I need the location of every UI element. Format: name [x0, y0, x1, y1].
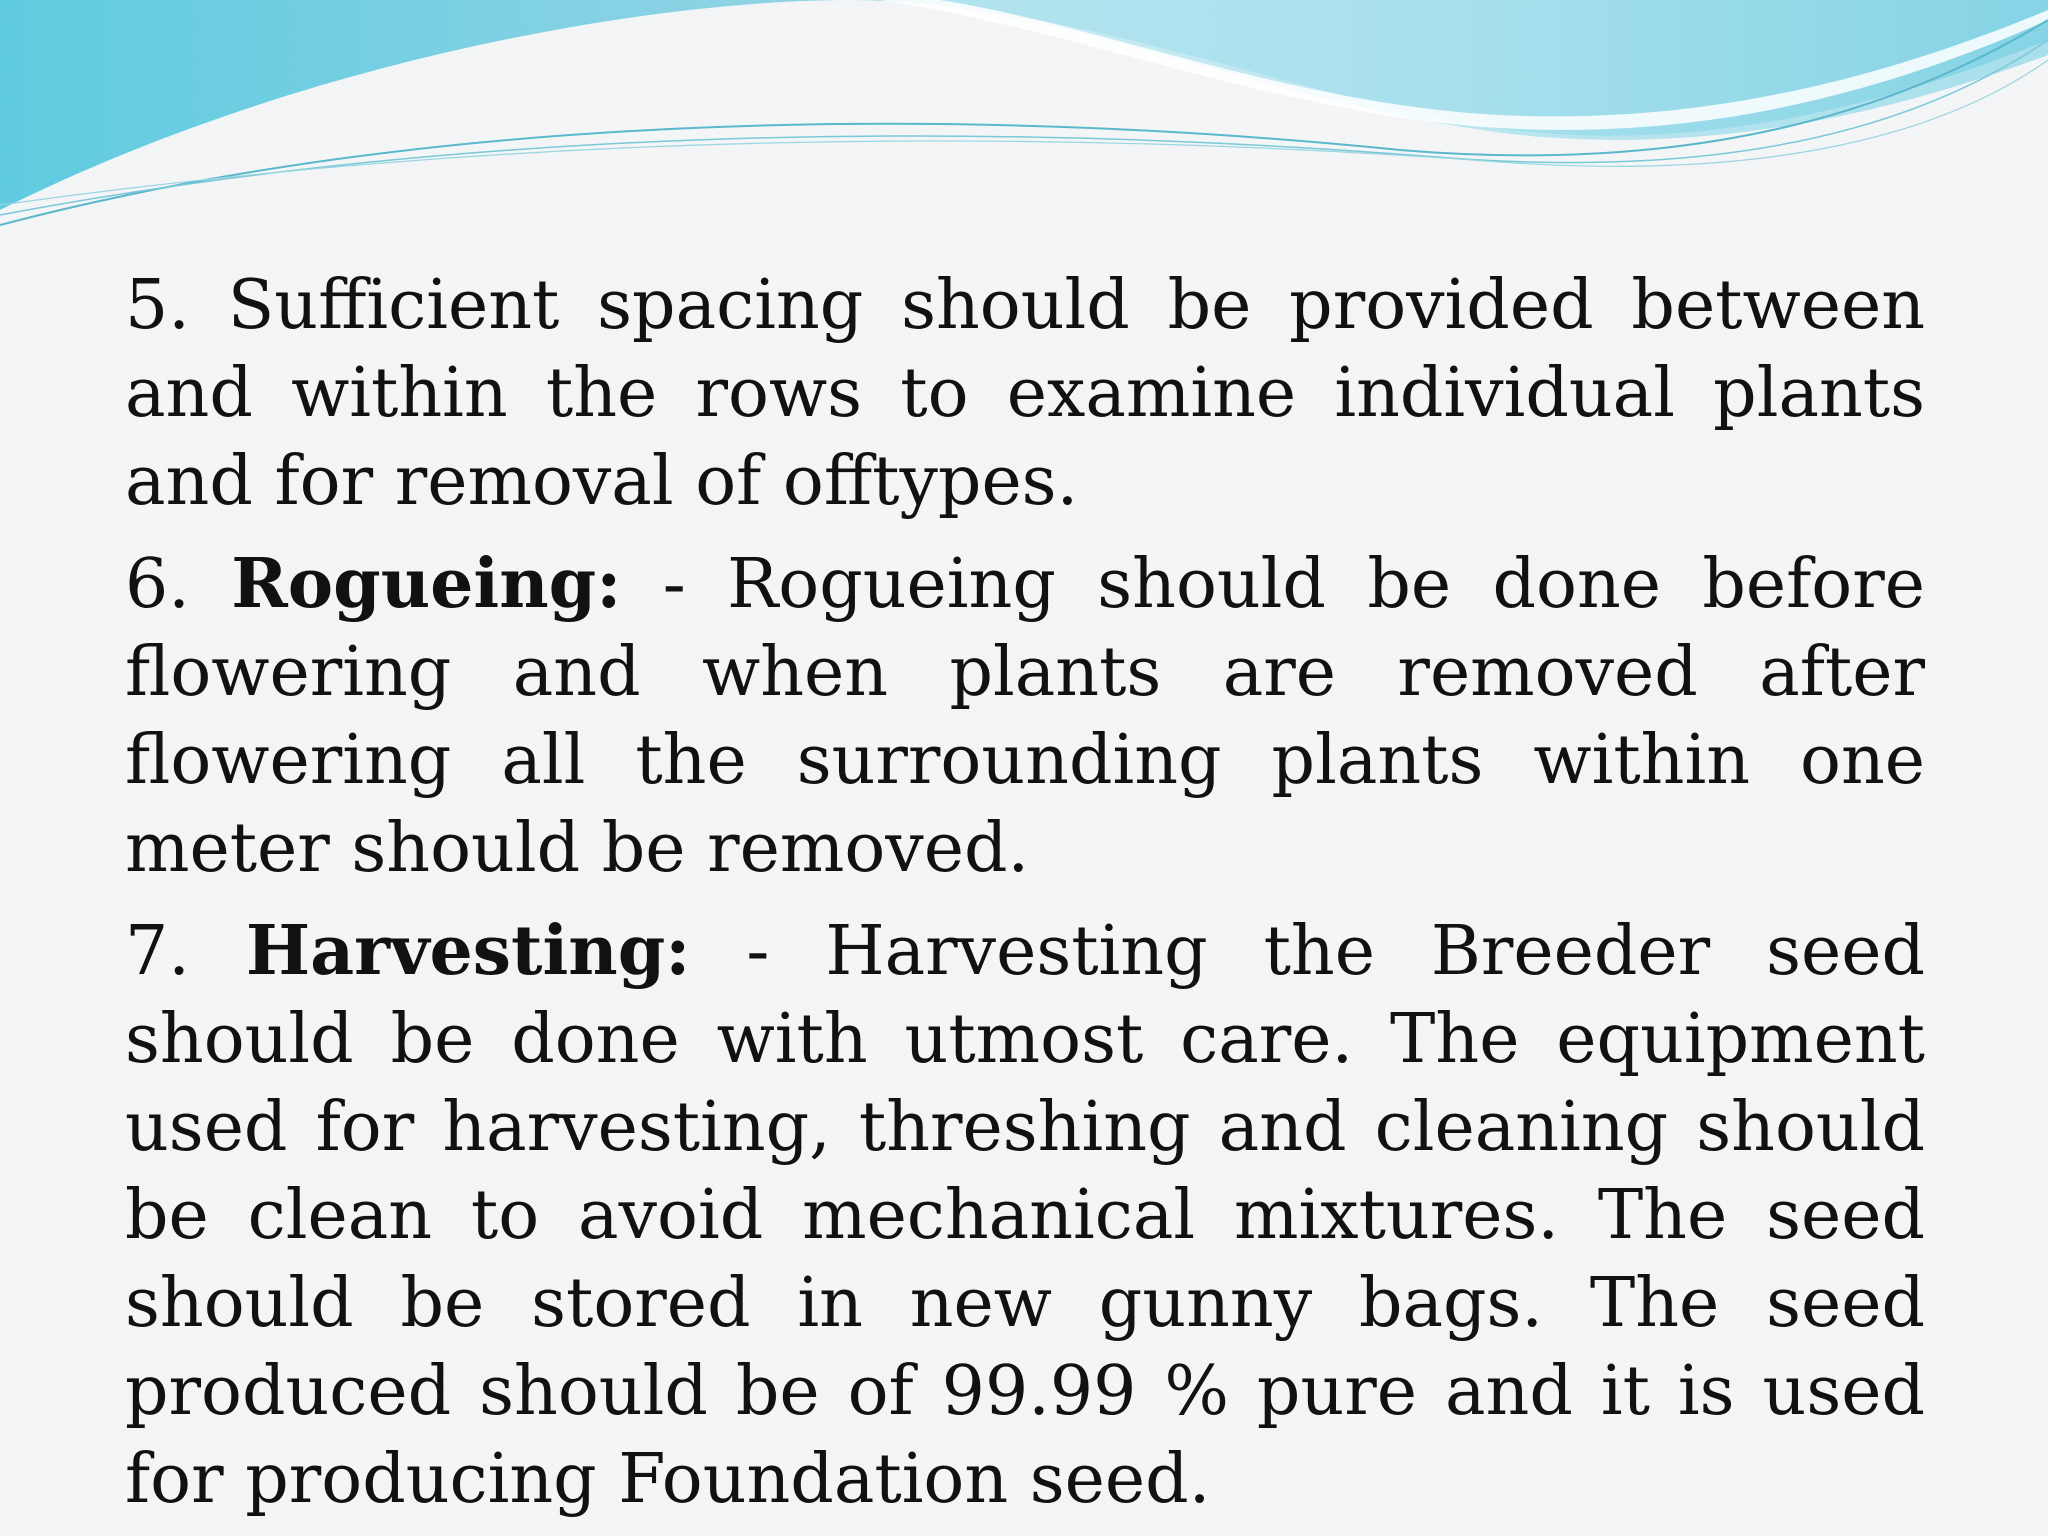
- item-separator: -: [746, 912, 770, 991]
- item-text: Sufficient spacing should be provided between and within the rows to examine individual plants and for removal of offtypes.: [125, 266, 1925, 521]
- item-number: 6.: [125, 545, 190, 624]
- paragraph-item-7: [125, 907, 1925, 1524]
- paragraph-item-6: [125, 540, 1925, 893]
- item-text: Rogueing should be done before flowering and when plants are removed after flowering all the surrounding plants within one meter should be removed.: [125, 545, 1925, 888]
- item-heading: Harvesting:: [245, 911, 691, 991]
- item-number: 7.: [125, 912, 190, 991]
- paragraph-item-5: [125, 262, 1925, 526]
- decorative-wave-header: [0, 0, 2048, 240]
- item-heading: Rogueing:: [231, 544, 622, 624]
- slide-body: [125, 262, 1925, 1536]
- item-text: Harvesting the Breeder seed should be done with utmost care. The equipment used for harvesting, threshing and cleaning should be clean to avoid mechanical mixtures. The seed should be stored in new gunny bags. The seed produced should be of 99.99 % pure and it is used for producing Foundation seed.: [125, 912, 1925, 1519]
- item-separator: -: [662, 545, 686, 624]
- item-number: 5.: [125, 266, 190, 345]
